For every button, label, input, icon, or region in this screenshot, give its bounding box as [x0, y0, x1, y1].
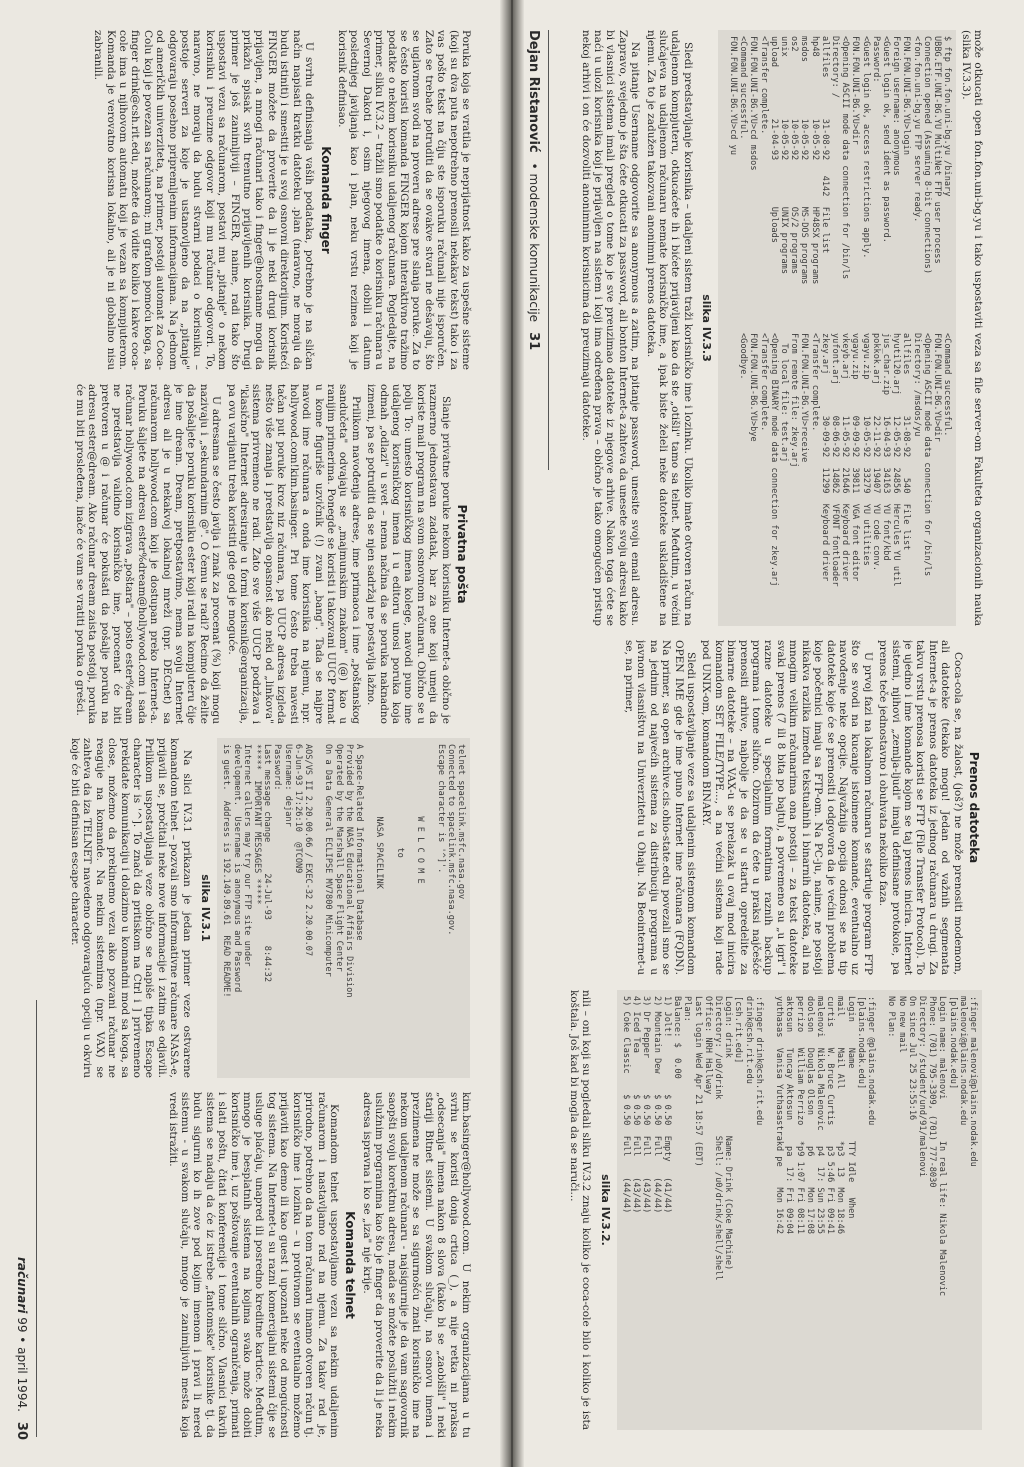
finger-line: :finger malenovi@plains.nodak.edu — [968, 996, 978, 1167]
finger-line: 4) Iced Tea $ 0.50 Full (43/44) — [631, 996, 642, 1214]
session-line — [384, 744, 394, 1072]
session-line: On a Data General ECLIPSE MV7800 Minicomputer — [323, 744, 334, 977]
ftp-line: <Opening ASCII mode data connection for /bin/ls — [921, 333, 932, 577]
session-line: W E L C O M E — [415, 744, 426, 884]
page-number: 31 — [526, 332, 542, 351]
ftp-line: os2 10-05-92 OS/2 programs — [789, 36, 800, 274]
right-column-3 — [544, 30, 984, 626]
right-page — [512, 0, 1024, 1467]
finger-line: curtis W. Bruce Curtis p3 5:46 Fri 09:41 — [825, 996, 836, 1234]
session-line: Escape character is '^]'. — [435, 744, 446, 874]
finger-line — [764, 996, 774, 1424]
session-line: Provided by the NASA Educational Affairs Division — [343, 744, 354, 998]
session-line — [425, 744, 435, 1072]
footer-rule — [36, 1000, 37, 1437]
right-column-1 — [544, 990, 984, 1430]
ftp-line: vgayu.zip 10-05-92 33279 YU utilities — [860, 333, 871, 566]
session-line: Internet callers may try our FTP site under — [241, 744, 252, 967]
figure-caption: slika IV.3.1 — [199, 874, 213, 942]
binding-gutter — [500, 0, 524, 1467]
session-line: is guest. Address is 192.149.89.61 READ README! — [221, 744, 232, 998]
session-line — [364, 744, 374, 1072]
ftp-line: zkey.arj 30-09-92 11299 Keyboard driver — [819, 333, 830, 582]
footer-issue-group — [15, 1257, 29, 1412]
ftp-line: <Opening BINARY mode data connection for zkey.arj — [768, 333, 779, 587]
session-line: Password: — [272, 744, 283, 791]
ftp-line: <Transfer complete. — [809, 333, 820, 432]
finger-line: [plains.nodak.edu] — [855, 996, 866, 1090]
finger-line: doolson Douglas Olson p6 Mon 17:08 — [804, 996, 815, 1234]
page-number: 30 — [14, 1421, 30, 1440]
ftp-line: FON.FON.UNI-BG.YU>dir — [931, 333, 942, 442]
finger-line: No new mail — [896, 996, 907, 1053]
finger-line: No Plan: — [886, 996, 897, 1038]
ftp-line: hyutil20.arj 12-05-92 24856 Hercules YU util — [891, 333, 902, 587]
ftp-line: yufont.arj 08-06-92 14862 VFONT fontloader — [829, 333, 840, 587]
finger-line: 5) Coke Classic $ 0.50 Full (44/44) — [621, 996, 632, 1214]
body-paragraph: nili – oni koji su pogledali sliku IV.3.2 znaju koliko je coca-cole bilo i koliko je ista koštala. Još kad bi mogla da se naruči... — [568, 990, 593, 1430]
finger-line: 1) Jolt! $ 0.50 Empty (41/44) — [661, 996, 672, 1214]
section-heading-private-mail: Privatna pošta — [455, 504, 469, 604]
ftp-line: FON.FON.UNI-BG.YU>dir — [850, 36, 861, 145]
session-line — [313, 744, 323, 1072]
right-page-content — [512, 0, 1024, 1467]
ftp-line: <Transfer complete. — [758, 333, 769, 432]
finger-line: Directory: /u0/drink Shell: /u0/drink/shell/shell — [712, 996, 723, 1281]
ftp-line: <Command successful. — [942, 333, 953, 437]
finger-line: yuthasas Vanisa Yuthasastrakd pe Mon 16:42 — [774, 996, 785, 1234]
finger-line: Balance: $ 0.00 — [672, 996, 683, 1079]
session-line: Username: dejanr — [282, 744, 293, 827]
ftp-line: FON.FON.UNI-BG.YU>cd yu — [727, 36, 738, 155]
ftp-line: FON.FON.UNI-BG.YU>cd msdos — [748, 36, 759, 171]
ftp-line: <Guest login ok, access restrictions apply. — [860, 36, 871, 259]
session-line — [405, 744, 415, 1072]
ftp-line: allfiles 31-08-92 540 File list — [901, 333, 912, 551]
ftp-line: allfiles 31-08-92 4142 File list — [819, 36, 830, 254]
footer-rule — [548, 30, 549, 470]
magazine-name: računari — [15, 1257, 29, 1314]
session-line: to — [394, 744, 405, 858]
left-column-1 — [32, 1092, 472, 1438]
finger-line: Login Name TTY Idle When — [845, 996, 856, 1219]
ftp-line: <Opening ASCII mode data connection for /bin/ls — [840, 36, 851, 280]
session-line: AOS/VS II 2.20.00.66 / EXEC-32 2.20.00.07 — [302, 744, 313, 957]
issue-date: 99 • april 1994. — [15, 1317, 29, 1412]
session-line: ***** IMPORTANT MESSAGES ***** — [251, 744, 262, 905]
ftp-line: From remote file: zkey.arj — [789, 333, 800, 468]
intro-paragraph: kim.basinger@hollywood.com. U nekim organizacijama u tu svrhu se koristi donja crtica (_), a nije retka ni praksa „odsecanja" imena nakon 8 slova (kako bi se „zaobišli" i neki stariji Bitnet sistemi. U svakom slučaju, na osnovu imena i prezimena ne može se sa sigurnošću znati korisničko ime na nekom udaljenom računaru - najsigurnije je da vam sagovornik saopšti svoju korektnu adresu, mada se možete poslužiti i nekim uslužnim programima kao što je finger da proverite da li je neka adresa ispravna i ko se „iza" nje krije. — [360, 1092, 472, 1438]
figure-caption: slika IV.3.3 — [700, 294, 714, 362]
body-paragraph: Sledi predstavljanje korisnika – udaljeni sistem traži korisničko ime i lozinku. Ukoliko imate otvoren račun na udaljenom kompjuteru, otkucaćete ih i bićete prijavljeni kao da ste „otišli" tamo sa telnet. Međutim, u većini slučajeva na udaljenom računaru nemate korisničko ime, a ipak biste želeli neke datoteke uskladištene na njemu. Za to je zadužen takozvani anonimni prenos datoteka. — [644, 30, 694, 626]
ftp-line: UBBG.ETF.UNI-BG.YU MultiNet FTP user process — [931, 36, 942, 264]
session-line: 6-Jun-93 17:26:10 @TCON9 — [292, 744, 303, 874]
body-paragraph: Poruka koja se vratila je neprijatnost kako za uspešne sisteme (koji su dva puta nepotrebno prenosili nekakav tekst) tako i za vas pošto tekst na čiju ste isporuku računali nije isporučen. Zato se trebate potruditi da se ovakve stvari ne dešavaju, što se uglavnom svodi na proveru adrese pre slanja poruke. Za to se često koristi komanda FINGER kojom interaktivno tražimo podatke o nekom korisniku udaljenog računara. Pogledajte, na primer, sliku IV.3.2 – tražili smo podatke o korisniku računara u Severnoj Dakoti i, osim njegovog imena, dobili i datum poslednjeg javljanja kao i plan, neku vrstu rezimea koji je korisnik definisao. — [335, 30, 472, 370]
ftp-line: To local file: test.arj — [778, 333, 789, 463]
ftp-line: hp48 10-05-92 HP48SX programs — [809, 36, 820, 285]
finger-line — [876, 996, 886, 1424]
author-name: Dejan Ristanović — [526, 30, 542, 153]
session-line: development. Username is anonymous and Password — [231, 744, 242, 993]
body-paragraph: Komandom telnet uspostavljamo vezu sa nekim udaljenim računarom i nastavljamo rad na njemu. Za takav rad je, prirodno, potrebno da na tom računaru imamo otvoren račun tj. korisničko ime i lozinku – u protivnom se eventualno možemo prijaviti kao demo ili kao guest i upoznati neke od mogućnosti tog sistema. Na Internet-u su razni komercijalni sistemi čije se usluge plaćaju, unapred ili posredno kreditne kartice. Međutim, mnogo je besplatnih sistema na kojima svako može dobiti korisničko ime i, uz poštovanje eventualnih ograničenja, primati i slati poštu, čitati konferencije i tome slično. Vlasnici takvih sistema se nadaju da će iz istrebe „fantomske" korisnike tj. da budu sigurni ko ih zove pod kojim imenom i pravi li nered sistemu - u svakom slučaju, mnogo je zanimljivih mesta koja vredi istražiti. — [166, 1092, 340, 1438]
left-footer — [12, 1140, 32, 1440]
finger-line: mail Mail All *p3 13 Mon 18:46 — [835, 996, 846, 1234]
left-column-2 — [32, 738, 472, 1078]
body-paragraph: Prilikom navođenja adrese, ime primaoca i ime „poštanskog sandučeta" odvajaju se „majmunskim znakom" (@) kao u ranijim primerima. Ponegde se koristi i takozvani UUCP format u kome figuriše uzvičnik (!) zvani „bang". Tada se najpre navodi ime računara a onda ime korisnika na njemu, npr. hollywood.com!kim.basinger. Pri tome često treba navesti tačan put poruke kroz niz računara, pa UUCP adresa izgleda nešto više znanja i predstavlja opasnost ako neki od „linkova" sistema privremeno ne radi. Zato sve više UUCP podržava i "klasično" Internet adresiranje u formi korisnik@organizacija, pa ovu varijantu treba koristiti gde god je moguće. — [225, 384, 362, 724]
session-line: Operated by the Marshall Space Flight Center — [333, 744, 344, 972]
body-paragraph: Sledi uspostavljanje veze sa udaljenim sistemom komandom OPEN IME gde je ime puno Internet ime računara (FQDN). Na primer, sa open archive.cis.ohio-state.edu povezali smo se na jednim od najvećih sistema za distribuciju programa u javnom vlasništvu na Univerzitetu u Ohaju. Na Beointernet-u se, na primer, — [623, 640, 698, 975]
section-name: • modemske komunikacije — [527, 162, 541, 323]
ftp-line: <Command successful. — [738, 36, 749, 140]
ftp-session-listing — [718, 30, 956, 626]
finger-line: :finger drink@csh.rit.edu — [753, 996, 764, 1126]
ftp-line: msdos 10-05-92 MS-DOS programs — [799, 36, 810, 285]
body-paragraph: U svrhu definisanja vaših podataka, potrebno je na sličan način napisati kratku datoteku .plan (naravno, ne moraju da budu istiniti) i smestiti je u svoj osnovni direktorijum. Koristeći FINGER možete da proverite da li je neki drugi korisnik prijavljen, a mnogi računari tako i finger@hostname mogu da prikažu spisak svih trenutno prijavljenih korisnika. Drugi primer je još zanimljiviji – FINGER, naime, radi tako što uspostavi vezu sa računarom, postavi mu „pitanje" o nekom korisniku i preuzme odgovor koji mu računar odgovori. To, naravno, ne moraju da budu stvarni podaci o korisniku – postoje serveri za koje je ustanovljeno da na „pitanje" odgovaraju posebno pripremljenim informacijama. Na jednom od američkih univerziteta, na primer, postoji automat za Coca-Colu koji je povezan sa računarom; mi grafom pomoću koga, sa finger drink@csh.rit.edu, možete da vidite koliko i kakve coca-cole ima u njihovom automatu koji je vezan sa kompjuterom. Komanda je verovatno korisna lokalno, ali je ni globalno nisu zabranili. — [92, 30, 316, 370]
finger-line: aktosun Tuncay Aktosun pa 17: Fri 09:04 — [784, 996, 795, 1234]
body-paragraph: Slanje privatne poruke nekom korisniku Internet-a obično je razmerno jednostavan zadatak, bar za one koji umeju da koriste mail program na svom osnovnom računaru. Obično se u polju To: umesto korisničkog imena kolege, navodi puno ime udaljenog korisničkog imena i u editoru unosi poruka koja odmah „odlazi" u svet – nema načina da se poruka naknadno izmeni, pa se potruditi da se njen sadržaj ne postavlja lažno. — [365, 384, 452, 724]
left-column-3 — [32, 384, 472, 724]
body-paragraph: U prvoj fazi na lokalnom računaru se startuje program FTP što se svodi na kucanje istoimene komande, eventualno uz navođenje neke opcije. Najvažnija opcija odnosi se na tip datoteke koje će se prenositi i odgovora da je većini problema koje početnici imaju sa FTP-om. Na PC-ju, naime, ne postoji nikakva razlika između tekstualnih i binarnih datoteka, ali na mnogim velikim računarima ona postoji – za tekst datoteke svaki prenos (7 ili 8 bita po bajtu), a povremeno su „u igri" i razne datoteke u specijalnim formatima raznih backup programa i tome slično. Obzirom da ćete u praksi najčešće prenositi arhive, najbolje je da se u startu opredelite za binarne datoteke – na VAX-u se prelazak u ovaj mod inicira komandom SET FILE/TYPE..., a na većini sistema koji rade pod UNIX-om, komandom BINARY. — [700, 640, 874, 975]
body-paragraph: U adresama se često javlja i znak za procenat (%) koji mogu nazivaju i „sekundarnim @". O čemu se radi? Recimo da želite da pošaljete poruku korisniku ester koji radi na kompjuteru čije je ime dream. Dream, pretpostavimo, nema svoju Internet adresu ali je u nekakvoj lokalnoj mreži (npr. DECnet) sa računarom hollywood.com koji je dostupan preko Internet-a. Poruku šaljete na adresu ester%dream@hollywood.com i sada računar hollywood.com izigrava „poštara" – posto ester%dream ne predstavlja validno korisničko ime, procenat će biti pretvoren u @ i računar će pokušati da pošalje poruku na adresu ester@dream. Ako računar dream zaista postoji, poruka će mu biti prosleđena, inače će vam se vratiti poruka o grešci. — [73, 384, 223, 724]
ftp-line: Directory: / — [829, 36, 840, 99]
session-line: telnet spacelink.msfc.nasa.gov — [456, 744, 466, 900]
finger-line: Login: drink Name: Drink (Coke Machine) — [723, 996, 734, 1271]
telnet-session-listing — [217, 738, 470, 1078]
ftp-line: <Transfer complete. — [758, 36, 769, 135]
body-paragraph: Na pitanje Username odgovorite sa anonymous a zatim, na pitanje password, unesite svoju email adresu. Zapravo, svejedno je šta ćete otkucati za password, ali bonton Internet-a zahteva da unesete svoju adresu kako bi vlasnici sistema imali pregled o tome ko je sve preuzimao datoteke iz njegove arhive. Nakon toga ćete se naći u ulozi korisnika koji je prijavljen na sistem i koji ima određena prava – obično je tako omogućen pristup nekoj arhivi i on će dozvoliti anonimnim korisnicima da preuzimaju datoteke. — [579, 30, 642, 626]
session-line: Connected to spacelink.msfc.nasa.gov. — [445, 744, 456, 936]
finger-line: Plan: — [682, 996, 693, 1022]
ftp-line: $ ftp fon.fon.uni-bg.yu /binary — [942, 36, 953, 197]
ftp-line: jus_char.zip 16-04-93 34163 YU font/kbd — [880, 333, 891, 561]
ftp-line: vkeyb.arj 11-05-92 21646 Keyboard driver — [840, 333, 851, 582]
finger-line: Last login Wed Apr 21 18:57 (EDT) — [692, 996, 703, 1167]
session-line: NASA SPACELINK — [374, 744, 385, 889]
session-line: A Space-Related Informational Database — [353, 744, 364, 941]
ftp-line: Directory: /msdos/yu — [911, 333, 922, 437]
ftp-line: FON.FON.UNI-BG.YU>bye — [748, 333, 759, 442]
ftp-line: Password: — [870, 36, 881, 83]
ftp-line: <fon.fon.uni-bg.yu FTP server ready. — [911, 36, 922, 223]
session-line: Last message change 24-Jul-93 8:44:32 — [262, 744, 273, 982]
ftp-line: vgayu.zip 09-09-92 39811 VGA font editor — [850, 333, 861, 582]
ftp-line: Foreign username: anonymous — [891, 36, 902, 176]
body-paragraph: Coca-cola se, na žalost, (još?) ne može prenositi modemom, ali datoteke (tekako mogu! Jedan od važnih segmenata Internet-a je prenos datoteka iz jednog računara u drugi. Za takvu vrstu prenosa koristi se FTP (File Transfer Protocol). To je ujedno i ime komande kojom se taj prenos inicira. Internet sistemi, njihovi „zemlja-ljudi" imaju definisane protokole, pa prenos teče jednostavno i obuhvata nekoliko faza. — [877, 640, 964, 975]
intro-paragraph: može otkucati open fon.fon.uni-bg.yu i tako uspostaviti veza sa file server-om Fakulteta organizacionih nauka (slika IV.3.3). — [959, 30, 984, 626]
section-heading-finger: Komanda finger — [318, 146, 333, 254]
finger-line: Phone: (701) 795-3309, (701) 777-8030 — [927, 996, 938, 1188]
finger-line: On since Jul 25 23:55:16 — [906, 996, 917, 1121]
ftp-line: upload 21-04-93 Uploads — [768, 36, 779, 243]
body-paragraph: Na slici IV.3.1 prikazan je jedan primer veze ostvarene komandom telnet – pozvali smo informativne računare NASA-e, prijavili se, pročitali neke nove informacije i zatim se odjavili. Prilikom uspostavljanja veze obično se napiše tipka Escape character is '^]. To znači da pritiskom na Ctrl i ] privremeno prekidate komunikaciju i dolazimo u komandni mod sa koga, sa close, možemo da prekinemo vezu ako pozvani računar ne reaguje na komande. Na nekim sistemima (npr. VAX) se zahteva da iza TELNET navedeno odgovarajuću opciju u okviru koje će biti definisan escape character. — [69, 738, 193, 1078]
finger-line: [plains.nodak.edu] — [947, 996, 958, 1090]
figure-caption: slika IV.3.2. — [598, 1174, 612, 1246]
ftp-line: FON.FON.UNI-BG.YU>login — [901, 36, 912, 155]
finger-line: [csh.rit.edu] — [733, 996, 744, 1064]
left-column-4 — [32, 30, 472, 370]
finger-line: malenovi@plains.nodak.edu — [957, 996, 968, 1126]
ftp-line: unix 10-05-92 UNIX programs — [778, 36, 789, 274]
ftp-line: Connection opened (Assuming 8-bit connections) — [921, 36, 932, 274]
finger-line: 3) Dr Pepper $ 0.50 Full (43/44) — [641, 996, 652, 1214]
finger-session-listing — [617, 990, 982, 1430]
finger-line: drink@csh.rit.edu — [743, 996, 754, 1084]
finger-line: Login name: malenovi In real life: Nikola Malenovic — [937, 996, 948, 1297]
ftp-line: pokkok.arj 22-11-92 19407 YU code conv. — [870, 333, 881, 571]
ftp-line: <Guest login ok, send ident as password. — [880, 36, 891, 243]
finger-line: Office: NRH Hallway — [702, 996, 713, 1095]
finger-line: 2) Mountain Dew $ 0.50 Full (44/44) — [651, 996, 662, 1214]
right-column-2 — [544, 640, 984, 975]
ftp-line: FON.FON.UNI-BG.YU>receive — [799, 333, 810, 463]
section-heading-telnet: Komanda telnet — [343, 1211, 358, 1319]
finger-line: perrizo William Perrizo *p9 1:07 Fri 08:11 — [794, 996, 805, 1234]
finger-line: Directory: /student/und/91/malenovi — [916, 996, 927, 1178]
finger-line: :finger @plains.nodak.edu — [865, 996, 876, 1126]
finger-line: malenovi Nikola Malenovic p4 17: Sun 23:55 — [814, 996, 825, 1234]
right-footer — [524, 30, 544, 470]
section-heading-file-transfer: Prenos datoteka — [967, 751, 981, 864]
ftp-line: <Goodbye. — [738, 333, 749, 380]
